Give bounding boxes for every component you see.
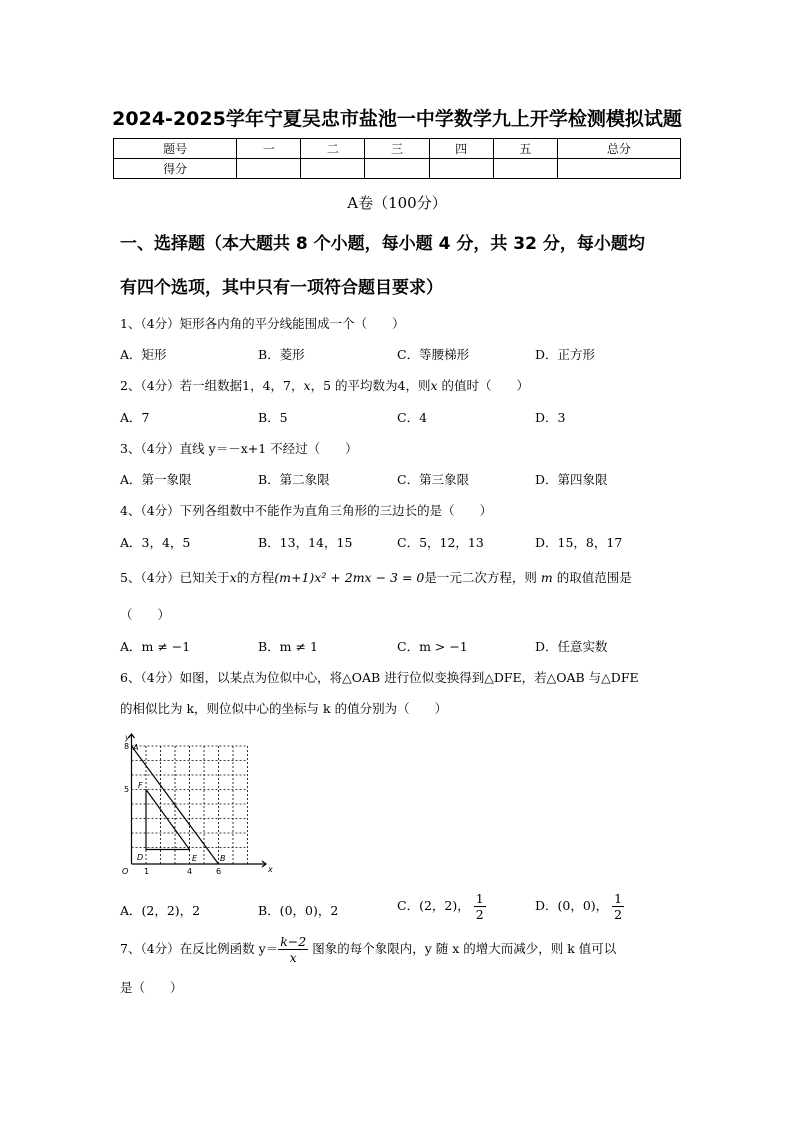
score-cell <box>429 159 493 179</box>
score-table-score-row <box>114 159 681 179</box>
label-E: E <box>192 854 198 863</box>
q5-text-d: 的取值范围是 <box>556 570 632 585</box>
score-cell: 得分 <box>114 159 237 179</box>
q5-equation: (m+1)x² + 2mx − 3 = 0 <box>274 570 425 585</box>
fraction-denominator: x <box>289 950 297 965</box>
score-cell: 题号 <box>114 139 237 159</box>
coordinate-figure <box>116 730 276 880</box>
q7-text-b: 图象的每个象限内，y 随 x 的增大而减少，则 k 值可以 <box>308 941 617 956</box>
q5-blank: （ ） <box>120 607 171 622</box>
fraction-denominator: 2 <box>614 907 623 922</box>
q5-option-d: D．任意实数 <box>535 639 608 654</box>
tick-x-4: 4 <box>187 867 193 876</box>
score-cell <box>365 159 429 179</box>
q2-var: x <box>303 378 311 393</box>
q5-option-a: A．m ≠ −1 <box>120 639 191 654</box>
question-7-line-2: 是（ ） <box>120 980 183 995</box>
q6-option-a: A．(2，2)，2 <box>120 903 201 918</box>
score-table <box>113 138 681 179</box>
heading-line-2: 有四个选项，其中只有一项符合题目要求） <box>120 278 443 298</box>
tick-x-1: 1 <box>144 867 150 876</box>
question-6-line-2: 的相似比为 k，则位似中心的坐标与 k 的值分别为（ ） <box>120 701 448 716</box>
exam-title: 2024-2025学年宁夏吴忠市盐池一中学数学九上开学检测模拟试题 <box>112 108 682 130</box>
fraction-numerator: 1 <box>475 891 484 906</box>
q3-option-c: C．第三象限 <box>397 472 470 487</box>
score-cell: 四 <box>429 139 493 159</box>
q2-option-a: A．7 <box>120 410 150 425</box>
fraction-numerator: k−2 <box>280 934 307 949</box>
score-cell: 五 <box>493 139 557 159</box>
q6-option-d-text: D．(0，0)， <box>535 898 609 913</box>
q3-option-d: D．第四象限 <box>535 472 608 487</box>
section-a-title: A卷（100分） <box>347 194 447 212</box>
q2-var: x <box>430 378 438 393</box>
question-6-line-1: 6、（4分）如图，以某点为位似中心，将△OAB 进行位似变换得到△DFE，若△OAB 与△DFE <box>120 670 639 685</box>
q5-text-a: 5、（4分）已知关于 <box>120 570 230 585</box>
q4-option-b: B．13，14，15 <box>258 535 353 550</box>
score-cell: 三 <box>365 139 429 159</box>
q5-text-b: 的方程 <box>236 570 275 585</box>
q5-var-m: m <box>536 570 557 585</box>
label-A: A <box>133 743 139 752</box>
figure-grid <box>132 746 248 864</box>
q7-fraction <box>278 934 308 965</box>
q1-option-c: C．等腰梯形 <box>397 347 470 362</box>
label-x: x <box>268 865 273 874</box>
q2-text-b: ，5 的平均数为4，则 <box>310 378 431 393</box>
q4-option-d: D．15，8，17 <box>535 535 623 550</box>
tick-y-5: 5 <box>124 785 130 794</box>
q1-option-d: D．正方形 <box>535 347 596 362</box>
q7-text-a: 7、（4分）在反比例函数 y＝ <box>120 941 279 956</box>
q5-text-c: 是一元二次方程，则 <box>424 570 537 585</box>
q6-option-c-fraction <box>474 891 486 922</box>
q4-option-a: A．3，4，5 <box>120 535 191 550</box>
fraction-numerator: 1 <box>614 891 623 906</box>
q5-option-c: C．m > −1 <box>397 639 468 654</box>
label-O: O <box>122 867 129 876</box>
q1-option-b: B．菱形 <box>258 347 305 362</box>
q3-option-a: A．第一象限 <box>120 472 192 487</box>
question-1: 1、（4分）矩形各内角的平分线能围成一个（ ） <box>120 316 405 331</box>
q2-option-d: D．3 <box>535 410 566 425</box>
score-cell <box>301 159 365 179</box>
heading-line-1: 一、选择题（本大题共 8 个小题，每小题 4 分，共 32 分，每小题均 <box>120 234 645 254</box>
label-D: D <box>137 853 144 862</box>
q6-option-c-text: C．(2，2)， <box>397 898 470 913</box>
question-4: 4、（4分）下列各组数中不能作为直角三角形的三边长的是（ ） <box>120 503 493 518</box>
question-5 <box>120 568 632 586</box>
q2-text-a: 2、（4分）若一组数据1，4，7， <box>120 378 304 393</box>
figure-axes <box>129 734 267 867</box>
q4-option-c: C．5，12，13 <box>397 535 484 550</box>
score-cell: 总分 <box>557 139 680 159</box>
q5-option-b: B．m ≠ 1 <box>258 639 318 654</box>
q5-var-x: x <box>229 570 237 585</box>
score-cell <box>493 159 557 179</box>
question-3: 3、（4分）直线 y＝－x+1 不经过（ ） <box>120 441 358 456</box>
q6-option-b: B．(0，0)，2 <box>258 903 339 918</box>
q3-option-b: B．第二象限 <box>258 472 330 487</box>
label-y: y <box>125 733 130 742</box>
tick-y-8: 8 <box>124 742 130 751</box>
label-B: B <box>220 854 226 863</box>
q6-option-d-fraction <box>612 891 624 922</box>
q2-text-c: 的值时（ ） <box>437 378 530 393</box>
label-F: F <box>138 781 143 790</box>
q6-option-d <box>535 891 624 922</box>
score-table-header-row <box>114 139 681 159</box>
score-cell <box>557 159 680 179</box>
q1-option-a: A．矩形 <box>120 347 167 362</box>
score-cell: 一 <box>237 139 301 159</box>
q2-option-c: C．4 <box>397 410 428 425</box>
tick-x-6: 6 <box>216 867 222 876</box>
fraction-denominator: 2 <box>475 907 484 922</box>
score-cell <box>237 159 301 179</box>
score-cell: 二 <box>301 139 365 159</box>
section-heading <box>120 222 680 310</box>
q2-option-b: B．5 <box>258 410 288 425</box>
question-2 <box>120 376 529 394</box>
q6-option-c <box>397 891 486 922</box>
question-7 <box>120 934 616 965</box>
